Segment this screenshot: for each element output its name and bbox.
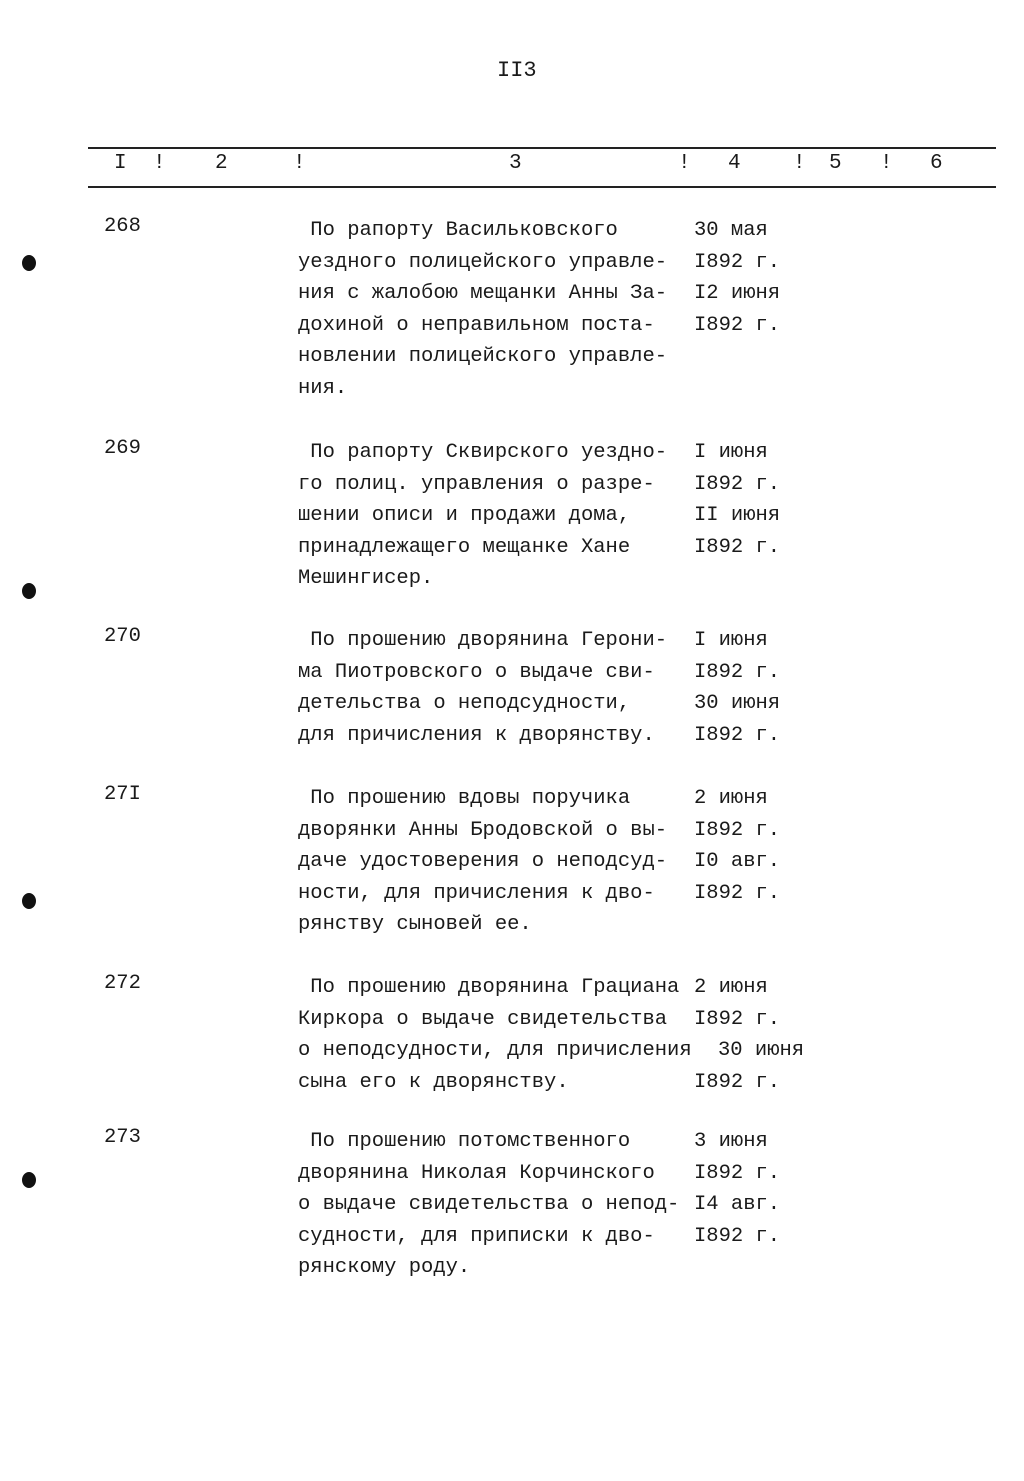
description-line: дохиной о неправильном поста- xyxy=(298,313,655,337)
date-line: II июня xyxy=(694,504,781,527)
description-line: рянскому роду. xyxy=(298,1256,471,1279)
entry-number: 269 xyxy=(104,437,141,460)
column-header: 5 xyxy=(829,152,842,175)
description-line: принадлежащего мещанке Хане xyxy=(298,535,631,559)
description-line: дворянина Николая Корчинского xyxy=(298,1161,655,1185)
date-line: I892 г. xyxy=(694,472,781,496)
date-line: I892 г. xyxy=(694,1161,781,1185)
page-number: II3 xyxy=(497,58,537,83)
description-line: ма Пиотровского о выдаче сви- xyxy=(298,660,655,684)
column-header: 3 xyxy=(509,152,522,175)
date-line: I892 г. xyxy=(694,1070,781,1094)
date-line: I892 г. xyxy=(694,881,781,905)
date-line: 30 июня xyxy=(694,692,781,715)
description-line: уездного полицейского управле- xyxy=(298,250,668,274)
entry-description xyxy=(298,1126,679,1284)
date-line: I892 г. xyxy=(694,818,781,842)
description-line: Киркора о выдаче свидетельства xyxy=(298,1007,668,1031)
date-line: 2 июня xyxy=(694,976,768,999)
description-line: дворянки Анны Бродовской о вы- xyxy=(298,818,668,842)
description-line: рянству сыновей ее. xyxy=(298,913,532,936)
description-line: ния с жалобою мещанки Анны За- xyxy=(298,282,668,305)
entry-dates xyxy=(694,783,780,909)
description-line: для причисления к дворянству. xyxy=(298,723,655,747)
entry-dates xyxy=(694,1126,780,1252)
column-header: I xyxy=(114,152,127,175)
description-line: сына его к дворянству. xyxy=(298,1070,569,1094)
column-header: 4 xyxy=(728,152,741,175)
header-bottom-rule xyxy=(88,186,996,188)
description-line: судности, для приписки к дво- xyxy=(298,1224,655,1248)
date-line: 30 июня xyxy=(718,1039,805,1062)
date-line: 30 мая xyxy=(694,219,768,242)
date-line: I892 г. xyxy=(694,723,781,747)
description-line: По рапорту Васильковского xyxy=(298,219,618,242)
entry-dates xyxy=(694,625,780,751)
date-line: I июня xyxy=(694,629,768,652)
description-line: По прошению потомственного xyxy=(298,1130,631,1153)
column-separator: ! xyxy=(678,152,691,175)
entry-description xyxy=(298,215,667,404)
column-header: 6 xyxy=(930,152,943,175)
description-line: Мешингисер. xyxy=(298,567,434,590)
entry-description xyxy=(298,437,667,595)
date-line: I4 авг. xyxy=(694,1193,781,1216)
description-line: детельства о неподсудности, xyxy=(298,692,631,715)
description-line: го полиц. управления о разре- xyxy=(298,472,655,496)
entry-dates xyxy=(694,437,780,563)
punch-hole xyxy=(22,1172,36,1188)
entry-dates xyxy=(694,215,780,341)
date-line: I892 г. xyxy=(694,535,781,559)
header-top-rule xyxy=(88,147,996,149)
date-line: I892 г. xyxy=(694,1224,781,1248)
description-line: По прошению дворянина Герони- xyxy=(298,629,668,652)
date-line: I0 авг. xyxy=(694,850,781,873)
entry-description xyxy=(298,783,667,941)
date-line: I892 г. xyxy=(694,660,781,684)
column-separator: ! xyxy=(293,152,306,175)
entry-number: 273 xyxy=(104,1126,141,1149)
date-line: 2 июня xyxy=(694,787,768,810)
date-line: I июня xyxy=(694,441,768,464)
description-line: о неподсудности, для причисления xyxy=(298,1039,692,1062)
description-line: По прошению вдовы поручика xyxy=(298,787,631,810)
date-line: I892 г. xyxy=(694,313,781,337)
entry-dates xyxy=(694,972,804,1098)
entry-number: 270 xyxy=(104,625,141,648)
description-line: По прошению дворянина Грациана xyxy=(298,976,680,999)
description-line: По рапорту Сквирского уездно- xyxy=(298,441,668,464)
description-line: о выдаче свидетельства о непод- xyxy=(298,1193,680,1216)
entry-description xyxy=(298,972,692,1098)
column-separator: ! xyxy=(880,152,893,175)
entry-number: 27I xyxy=(104,783,141,806)
column-header: 2 xyxy=(215,152,228,175)
entry-number: 268 xyxy=(104,215,141,238)
description-line: новлении полицейского управле- xyxy=(298,345,668,368)
entry-number: 272 xyxy=(104,972,141,995)
description-line: даче удостоверения о неподсуд- xyxy=(298,850,668,873)
description-line: ния. xyxy=(298,376,348,400)
date-line: I892 г. xyxy=(694,1007,781,1031)
column-separator: ! xyxy=(153,152,166,175)
punch-hole xyxy=(22,893,36,909)
entry-description xyxy=(298,625,667,751)
date-line: I2 июня xyxy=(694,282,781,305)
punch-hole xyxy=(22,255,36,271)
punch-hole xyxy=(22,583,36,599)
date-line: 3 июня xyxy=(694,1130,768,1153)
date-line: I892 г. xyxy=(694,250,781,274)
description-line: ности, для причисления к дво- xyxy=(298,881,655,905)
column-separator: ! xyxy=(793,152,806,175)
description-line: шении описи и продажи дома, xyxy=(298,504,631,527)
